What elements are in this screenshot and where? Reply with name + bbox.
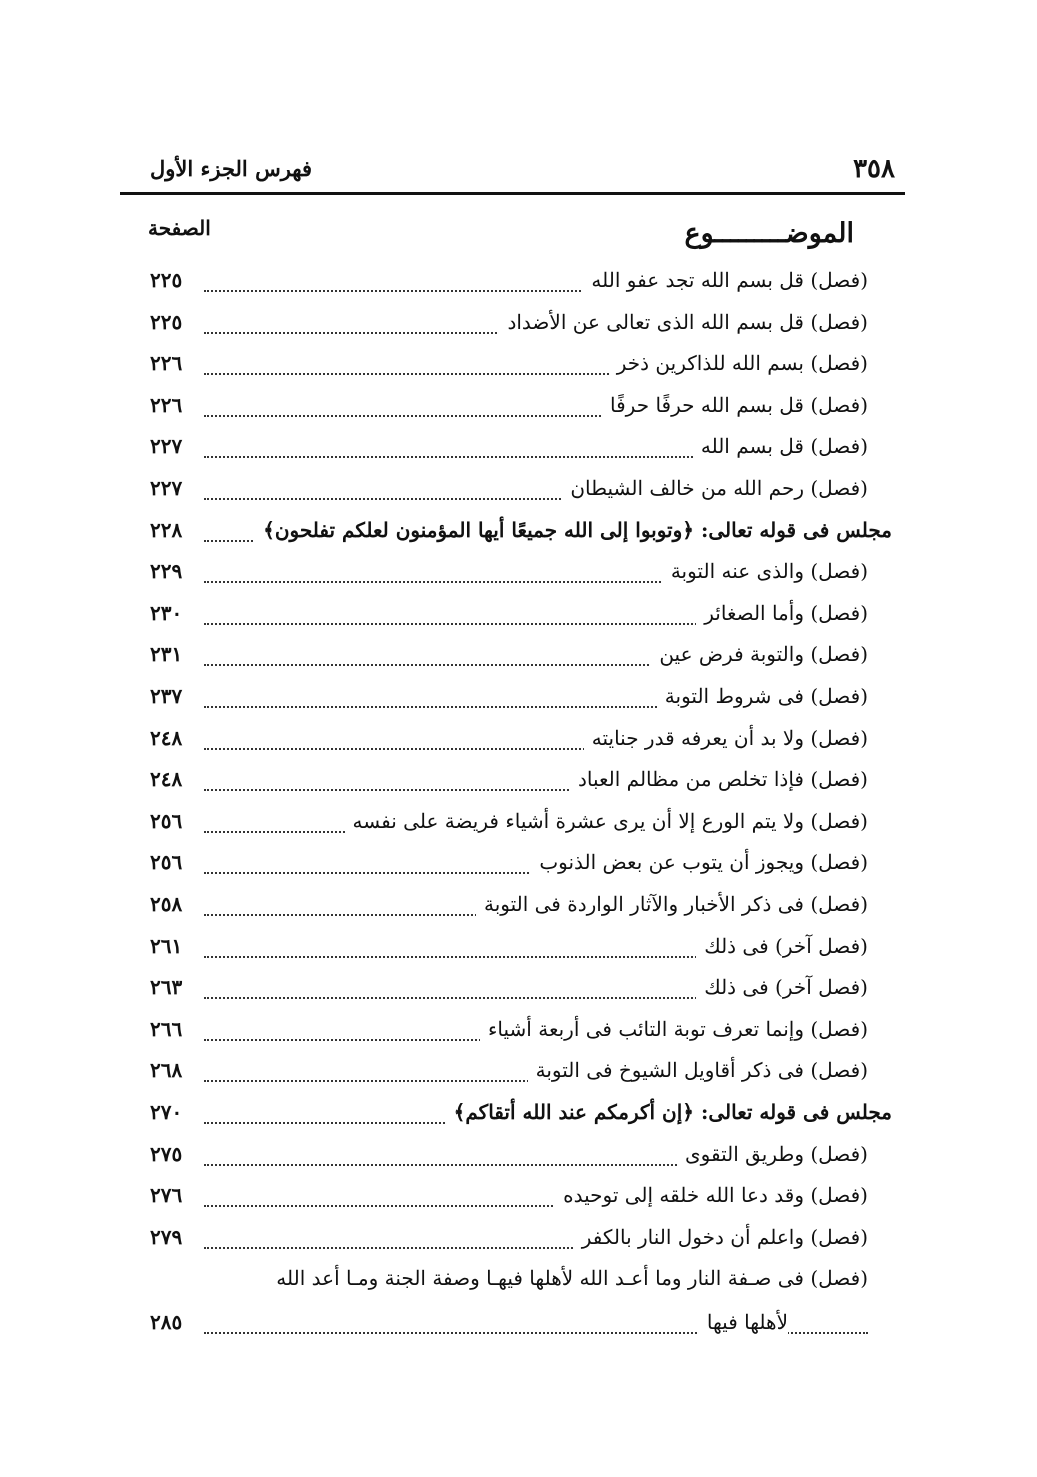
toc-entry <box>140 888 892 930</box>
page-header <box>120 148 905 188</box>
toc-entry-page: ٢٢٦ <box>150 392 183 417</box>
toc-entry-title: (فصل) قل بسم الله حرفًا حرفًا <box>602 393 868 417</box>
toc-entry-title: (فصل آخر) فى ذلك <box>696 975 868 999</box>
toc-entry <box>140 722 892 764</box>
toc-entry-page: ٢٢٩ <box>150 559 183 584</box>
toc-entry-title: (فصل) فإذا تخلص من مظالم العباد <box>570 767 868 791</box>
toc-entry-page: ٢٧٩ <box>150 1224 183 1249</box>
toc-entry <box>140 930 892 972</box>
toc-entry-page: ٢٢٦ <box>150 351 183 376</box>
toc-entry-page: ٢٢٧ <box>150 476 183 500</box>
toc-entry <box>140 472 892 514</box>
toc-entry <box>140 1054 892 1096</box>
toc-entry-title: مجلس فى قوله تعالى: ﴿وتوبوا إلى الله جميعًا أيها المؤمنون لعلكم تفلحون﴾ <box>255 518 892 542</box>
toc-entry-page: ٢٣١ <box>150 642 183 667</box>
toc-entry <box>140 805 892 847</box>
toc-entry-page: ٢٦١ <box>150 933 183 958</box>
toc-entry-page: ٢٦٦ <box>150 1016 183 1041</box>
toc-entry-page: ٢٢٨ <box>150 517 183 542</box>
toc-entry <box>140 1221 892 1263</box>
toc-entry-title: (فصل) فى ذكر أقاويل الشيوخ فى التوبة <box>528 1058 868 1082</box>
toc-entry-page: ٢٢٥ <box>150 309 183 334</box>
toc-entry-title: (فصل) رحم الله من خالف الشيطان <box>562 476 868 500</box>
toc-entry-page: ٢٢٧ <box>150 434 183 459</box>
toc-entry <box>140 1096 892 1138</box>
running-title: فهرس الجزء الأول <box>150 156 313 181</box>
toc-entry-page: ٢٧٠ <box>150 1100 183 1124</box>
toc-entry-page: ٢٧٦ <box>150 1183 183 1208</box>
toc-entry-title: (فصل آخر) فى ذلك <box>696 934 868 958</box>
toc-entry-title: (فصل) ويجوز أن يتوب عن بعض الذنوب <box>531 850 868 874</box>
page-number: ٣٥٨ <box>853 154 895 184</box>
toc-entry-page: ٢٧٥ <box>150 1141 183 1166</box>
toc-entry <box>140 1138 892 1180</box>
toc-entry-page: ٢٣٠ <box>150 600 183 625</box>
toc-entry <box>140 347 892 389</box>
toc-entry-title: (فصل) وطريق التقوى <box>677 1142 868 1166</box>
toc-entry <box>140 638 892 680</box>
toc-entry-title: (فصل) وقد دعا الله خلقه إلى توحيده <box>555 1183 868 1207</box>
toc-entry-title: (فصل) قل بسم الله الذى تعالى عن الأضداد <box>499 310 868 334</box>
header-rule <box>120 192 905 195</box>
toc-entry-title: مجلس فى قوله تعالى: ﴿إن أكرمكم عند الله أتقاكم﴾ <box>446 1100 892 1124</box>
toc-entry-title: (فصل) والذى عنه التوبة <box>663 559 868 583</box>
toc-entry <box>140 430 892 472</box>
toc-entry <box>140 1306 892 1348</box>
toc-entry-page: ٢٤٨ <box>150 725 183 750</box>
toc-entry-title: (فصل) والتوبة فرض عين <box>651 642 868 666</box>
column-heading-page: الصفحة <box>148 216 211 240</box>
toc-entry <box>140 680 892 722</box>
toc-entry-title: (فصل) بسم الله للذاكرين ذخر <box>609 351 868 375</box>
toc-entry-page: ٢٨٥ <box>150 1310 183 1334</box>
toc-entry <box>140 514 892 556</box>
toc-entry-title: (فصل) واعلم أن دخول النار بالكفر <box>574 1225 868 1249</box>
toc-entry-title-line1: (فصل) فى صـفة النار وما أعـد الله لأهلها فيهـا وصفة الجنة ومـا أعد الله <box>276 1266 868 1291</box>
toc-entry-page: ٢٦٨ <box>150 1058 183 1083</box>
toc-entry-title: (فصل) ولا يتم الورع إلا أن يرى عشرة أشياء فريضة على نفسه <box>345 809 868 833</box>
toc-entry <box>140 597 892 639</box>
toc-entry-title: (فصل) ولا بد أن يعرفه قدر جنايته <box>584 726 868 750</box>
toc-entry <box>140 763 892 805</box>
toc-entry-page: ٢٥٨ <box>150 892 183 916</box>
toc-entry <box>140 1013 892 1055</box>
toc-entry-page: ٢٣٧ <box>150 684 183 708</box>
toc-entry <box>140 971 892 1013</box>
toc-entry <box>140 389 892 431</box>
toc-entry-page: ٢٢٥ <box>150 268 183 292</box>
toc-entry-title: (فصل) فى ذكر الأخبار والآثار الواردة فى التوبة <box>476 892 868 916</box>
toc-entry-title: (فصل) وإنما تعرف توبة التائب فى أربعة أشياء <box>480 1017 868 1041</box>
column-heading-topic: الموضـــــــــوع <box>684 218 854 249</box>
toc-entry-title: (فصل) وأما الصغائر <box>696 601 868 625</box>
toc-entry <box>140 555 892 597</box>
toc-entry-title: (فصل) فى شروط التوبة <box>657 684 868 708</box>
toc-entry <box>140 846 892 888</box>
toc-entry-page: ٢٥٦ <box>150 850 183 875</box>
toc-entry-page: ٢٥٦ <box>150 808 183 833</box>
toc-entry-title: (فصل) قل بسم الله تجد عفو الله <box>583 268 868 292</box>
toc-entry-title-line2: لأهلها فيها <box>699 1310 788 1334</box>
toc-entry-page: ٢٦٣ <box>150 975 183 1000</box>
toc-entry <box>140 306 892 348</box>
toc-entry-page: ٢٤٨ <box>150 767 183 792</box>
toc-entry-title: (فصل) قل بسم الله <box>693 434 868 458</box>
toc-entry <box>140 1179 892 1221</box>
toc-entry <box>140 264 892 306</box>
